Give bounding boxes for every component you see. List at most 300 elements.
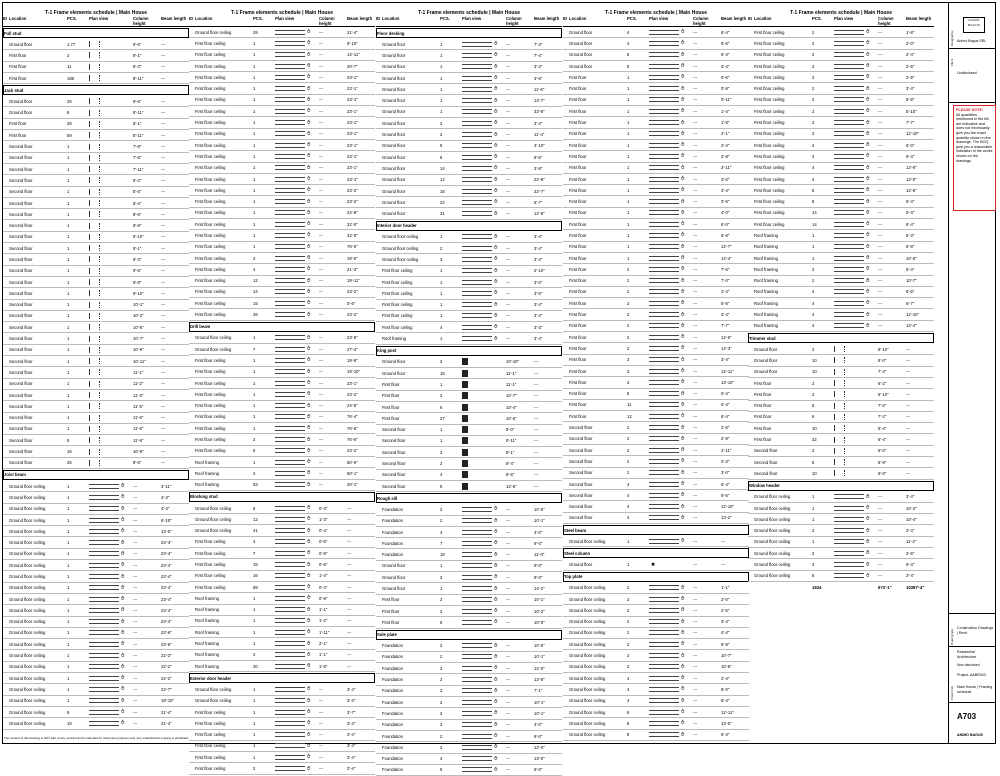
cell-pcs: 6	[812, 414, 815, 420]
cell-plan-view	[89, 110, 133, 116]
cell-location: Ground floor ceiling	[569, 607, 606, 613]
cell-pcs: 4	[812, 176, 815, 182]
cell-plan-view	[89, 392, 133, 398]
cell-column-height: ---	[506, 677, 511, 683]
table-row	[189, 696, 375, 707]
beam-plan-icon	[834, 256, 864, 261]
table-row	[563, 559, 749, 570]
beam-plan-icon	[275, 75, 305, 80]
cell-plan-view	[275, 766, 319, 772]
cell-plan-view	[89, 562, 133, 568]
cell-column-height: ---	[693, 413, 698, 419]
cell-plan-view	[89, 121, 133, 127]
cell-pcs: 1	[67, 302, 70, 308]
cell-pcs: 7	[253, 346, 256, 352]
cell-column-height: ---	[319, 63, 324, 69]
dimension-arrow-icon: ⥀	[494, 562, 498, 569]
cell-plan-view	[275, 312, 319, 318]
table-row	[563, 151, 749, 162]
beam-plan-icon	[462, 756, 492, 761]
header-pcs: PCS.	[440, 16, 450, 21]
table-row	[376, 107, 562, 118]
beam-plan-icon	[275, 641, 305, 646]
cell-beam-length: ---	[347, 663, 352, 669]
cell-column-height: ---	[878, 97, 883, 103]
cell-beam-length: ---	[161, 41, 166, 47]
cell-location: First floor ceiling	[754, 199, 785, 205]
cell-plan-view	[275, 709, 319, 715]
cell-plan-view	[649, 86, 693, 92]
cell-location: Ground floor ceiling	[569, 619, 606, 625]
table-row	[3, 571, 189, 582]
table-row	[189, 309, 375, 320]
beam-plan-icon	[649, 608, 679, 613]
cell-beam-length: ---	[161, 392, 166, 398]
table-row	[563, 501, 749, 512]
table-row	[748, 423, 934, 434]
cell-location: First floor	[569, 97, 587, 103]
beam-plan-icon	[275, 585, 305, 590]
beam-plan-icon	[275, 687, 305, 692]
table-row	[3, 560, 189, 571]
post-plan-icon	[462, 381, 468, 388]
dimension-arrow-icon: ⥀	[681, 221, 685, 228]
dimension-arrow-icon: ⥀	[121, 641, 125, 648]
cell-plan-view	[834, 403, 878, 409]
cell-plan-view	[834, 74, 878, 80]
dimension-arrow-icon: ⥀	[494, 52, 498, 59]
cell-beam-length: 5'-4"	[721, 402, 730, 408]
beam-plan-icon	[89, 676, 119, 681]
cell-beam-length: 8'-4"	[721, 698, 730, 704]
cell-column-height: ---	[506, 132, 511, 138]
cell-pcs: 2	[812, 74, 815, 80]
cell-pcs: 1	[67, 619, 70, 625]
table-row	[3, 605, 189, 616]
cell-column-height: ---	[693, 153, 698, 159]
beam-plan-icon	[649, 459, 679, 464]
cell-beam-length: 6'-0"	[721, 686, 730, 692]
table-row	[563, 673, 749, 684]
cell-plan-view	[275, 470, 319, 476]
cell-column-height: ---	[693, 470, 698, 476]
cell-column-height: 0'-3"	[319, 505, 328, 511]
cell-beam-length: ---	[534, 415, 539, 421]
cell-pcs: 1	[67, 698, 70, 704]
cell-beam-length: 11'-6"	[534, 86, 545, 92]
dimension-arrow-icon: ⥀	[121, 483, 125, 490]
cell-column-height: ---	[133, 494, 138, 500]
cell-beam-length: 9'-0"	[534, 563, 543, 569]
cell-plan-view	[462, 608, 506, 614]
cell-column-height: ---	[506, 608, 511, 614]
dimension-arrow-icon: ⥀	[866, 209, 870, 216]
cell-beam-length: 3'-4"	[534, 120, 543, 126]
cell-pcs: 1	[67, 551, 70, 557]
cell-location: Ground floor ceiling	[382, 256, 419, 262]
table-row	[3, 537, 189, 548]
dimension-arrow-icon: ⥀	[866, 142, 870, 149]
table-row	[3, 153, 189, 164]
table-row	[748, 492, 934, 503]
dimension-arrow-icon: ⥀	[494, 733, 498, 740]
cell-beam-length: ---	[534, 370, 539, 376]
cell-location: Ground floor	[382, 211, 406, 217]
cell-location: Second floor	[569, 470, 593, 476]
cell-beam-length: ---	[161, 177, 166, 183]
dimension-arrow-icon: ⥀	[681, 51, 685, 58]
cell-beam-length: 23'-1"	[347, 108, 358, 114]
cell-pcs: 8	[812, 199, 815, 205]
beam-plan-icon	[649, 165, 679, 170]
cell-pcs: 1	[812, 539, 815, 545]
cell-beam-length: 6'-6"	[721, 40, 730, 46]
cell-location: Ground floor ceiling	[9, 641, 46, 647]
cell-location: Second floor	[9, 336, 33, 342]
cell-plan-view	[649, 153, 693, 159]
cell-plan-view	[462, 279, 506, 285]
cell-beam-length: ---	[347, 607, 352, 613]
cell-plan-view	[275, 244, 319, 250]
cell-pcs: 2	[627, 458, 630, 464]
cell-plan-view	[275, 335, 319, 341]
cell-plan-view	[834, 120, 878, 126]
cell-beam-length: 12'-7"	[721, 244, 732, 250]
beam-plan-icon	[89, 484, 119, 489]
cell-column-height: ---	[693, 720, 698, 726]
table-row	[563, 83, 749, 94]
beam-plan-icon	[649, 585, 679, 590]
table-row	[563, 95, 749, 106]
cell-beam-length: ---	[347, 528, 352, 534]
cell-beam-length: 21'-4"	[161, 720, 172, 726]
cell-location: First floor ceiling	[195, 232, 226, 238]
cell-pcs: 15	[253, 562, 258, 567]
cell-column-height: ---	[133, 574, 138, 579]
cell-pcs: 2	[627, 596, 630, 602]
dimension-arrow-icon: ⥀	[307, 311, 311, 318]
cell-location: First floor	[569, 86, 587, 92]
cell-pcs: 1	[253, 414, 256, 420]
cell-beam-length: 3'-0"	[721, 470, 730, 476]
cell-column-height: ---	[878, 86, 883, 92]
cell-location: First floor ceiling	[195, 40, 226, 46]
dimension-arrow-icon: ⥀	[307, 447, 311, 454]
cell-column-height: ---	[878, 210, 883, 216]
section-header	[189, 322, 375, 332]
section-title: Steel column	[564, 550, 591, 556]
beam-plan-icon	[275, 41, 305, 46]
table-row	[189, 616, 375, 627]
beam-plan-icon	[462, 541, 492, 546]
cell-plan-view	[649, 538, 693, 544]
dimension-arrow-icon: ⥀	[307, 425, 311, 432]
cell-location: First floor ceiling	[382, 313, 413, 319]
dimension-arrow-icon: ⥀	[494, 199, 498, 206]
cell-beam-length: 4'-4"	[721, 630, 730, 636]
cell-location: Roof framing	[195, 470, 219, 476]
table-row	[189, 106, 375, 117]
table-row	[189, 434, 375, 445]
cell-pcs: 4	[812, 142, 815, 148]
cell-plan-view	[89, 720, 133, 726]
cell-column-height: ---	[693, 289, 698, 295]
dimension-arrow-icon: ⥀	[866, 311, 870, 318]
dimension-arrow-icon: ⥀	[866, 164, 870, 171]
cell-column-height: ---	[319, 40, 324, 46]
cell-beam-length: 12'-0"	[534, 744, 545, 750]
cell-column-height: ---	[319, 470, 324, 476]
cell-location: First floor	[569, 266, 587, 272]
beam-plan-icon	[275, 301, 305, 306]
beam-plan-icon	[89, 630, 119, 635]
cell-plan-view	[275, 652, 319, 658]
table-row	[748, 344, 934, 355]
cell-beam-length: ---	[347, 539, 352, 545]
cell-location: First floor	[382, 619, 400, 625]
dimension-arrow-icon: ⥀	[307, 391, 311, 398]
cell-beam-length: 22'-7"	[534, 188, 545, 194]
cell-column-height: ---	[319, 210, 324, 216]
cell-plan-view	[462, 540, 506, 546]
beam-plan-icon	[834, 233, 864, 238]
section-header	[3, 470, 189, 480]
cell-plan-view	[275, 391, 319, 397]
dimension-arrow-icon: ⥀	[307, 176, 311, 182]
cell-location: Second floor	[9, 256, 33, 262]
beam-plan-icon	[834, 75, 864, 80]
beam-plan-icon	[649, 267, 679, 272]
cell-plan-view	[649, 120, 693, 126]
totals-row	[748, 582, 934, 592]
beam-plan-icon	[649, 436, 679, 441]
table-row	[376, 152, 562, 163]
cell-beam-length: ---	[534, 404, 539, 410]
beam-plan-icon	[649, 539, 679, 544]
stud-plan-icon	[89, 279, 100, 285]
cell-location: Foundation	[382, 540, 403, 546]
dimension-arrow-icon: ⥀	[494, 120, 498, 127]
stud-plan-icon	[834, 414, 845, 420]
cell-pcs: 1	[67, 144, 70, 150]
cell-location: First floor	[569, 289, 587, 295]
beam-plan-icon	[462, 132, 492, 137]
stud-plan-icon	[89, 268, 100, 274]
company-logo	[963, 17, 985, 33]
cell-location: Roof framing	[754, 300, 778, 306]
table-row	[563, 594, 749, 605]
dimension-arrow-icon: ⥀	[681, 209, 685, 216]
cell-beam-length: ---	[161, 302, 166, 308]
cell-pcs: 4	[812, 300, 815, 306]
section-title: Full stud	[4, 30, 22, 36]
cell-column-height: 10'-7"	[133, 336, 144, 342]
cell-plan-view	[89, 494, 133, 500]
cell-column-height: ---	[319, 74, 324, 80]
beam-plan-icon	[275, 573, 305, 578]
cell-beam-length: 4'-0"	[534, 722, 543, 728]
beam-plan-icon	[649, 357, 679, 362]
cell-location: Second floor	[9, 460, 33, 466]
beam-plan-icon	[649, 732, 679, 737]
cell-pcs: 1	[253, 754, 256, 760]
dimension-arrow-icon: ⥀	[866, 74, 870, 81]
cell-column-height: ---	[693, 619, 698, 625]
cell-location: Second floor	[569, 447, 593, 453]
cell-pcs: 1.77	[67, 41, 76, 47]
dimension-arrow-icon: ⥀	[307, 300, 311, 307]
cell-column-height: 10'-9"	[133, 449, 144, 455]
table-row	[189, 276, 375, 287]
cell-column-height: ---	[506, 643, 511, 649]
cell-plan-view	[649, 425, 693, 431]
dimension-arrow-icon: ⥀	[121, 686, 125, 693]
cell-pcs: 1	[253, 743, 256, 749]
beam-plan-icon	[834, 517, 864, 522]
cell-location: First floor	[569, 357, 587, 363]
dimension-arrow-icon: ⥀	[307, 742, 311, 749]
dimension-arrow-icon: ⥀	[681, 481, 685, 488]
cell-column-height: 11'-5"	[133, 403, 144, 409]
cell-column-height: ---	[878, 29, 883, 35]
section-title: Steel beam	[564, 527, 587, 533]
cell-beam-length: 13'-7"	[534, 98, 545, 104]
cell-beam-length: 23'-1"	[347, 97, 358, 103]
table-row	[189, 661, 375, 672]
header-plan: Plan view	[275, 16, 295, 21]
dimension-arrow-icon: ⥀	[494, 290, 498, 297]
cell-plan-view	[275, 176, 319, 182]
cell-column-height: ---	[319, 448, 324, 454]
cell-plan-view	[462, 64, 506, 70]
cell-location: Ground floor ceiling	[754, 494, 791, 500]
dimension-arrow-icon: ⥀	[866, 516, 870, 523]
header-plan: Plan view	[89, 16, 109, 21]
table-row	[189, 582, 375, 593]
post-plan-icon	[462, 449, 468, 456]
beam-plan-icon	[275, 755, 305, 760]
cell-plan-view	[649, 210, 693, 216]
table-row	[376, 549, 562, 560]
table-row	[3, 707, 189, 718]
cell-pcs: 3	[253, 255, 256, 261]
cell-pcs: 1	[440, 290, 443, 296]
cell-beam-length: 23'-4"	[161, 540, 172, 546]
cell-location: Second floor	[569, 436, 593, 442]
cell-location: Roof framing	[754, 323, 778, 329]
cell-location: Second floor	[382, 449, 406, 455]
cell-location: First floor ceiling	[195, 108, 226, 114]
cell-pcs: 6	[627, 52, 630, 58]
beam-plan-icon	[275, 347, 305, 352]
cell-column-height: ---	[506, 154, 511, 160]
stud-plan-icon	[89, 381, 100, 387]
cell-column-height: ---	[133, 619, 138, 625]
cell-column-height: ---	[506, 188, 511, 194]
cell-pcs: 2	[440, 574, 443, 580]
table-row	[189, 559, 375, 570]
cell-plan-view	[462, 75, 506, 81]
cell-column-height: ---	[506, 120, 511, 126]
cell-column-height: ---	[319, 142, 324, 148]
cell-location: Ground floor ceiling	[754, 539, 791, 545]
cell-column-height: ---	[693, 63, 698, 69]
cell-location: First floor	[754, 391, 772, 397]
table-row	[3, 356, 189, 367]
cell-plan-view	[834, 165, 878, 171]
cell-pcs: 1	[440, 75, 443, 81]
table-row	[376, 322, 562, 333]
cell-plan-view	[834, 437, 878, 443]
dimension-arrow-icon: ⥀	[681, 96, 685, 103]
header-column: Column height	[319, 16, 335, 26]
cell-column-height: ---	[693, 29, 698, 35]
cell-location: Foundation	[382, 744, 403, 750]
cell-plan-view	[462, 290, 506, 296]
cell-plan-view	[462, 460, 506, 467]
cell-pcs: 1	[253, 97, 256, 103]
dimension-arrow-icon: ⥀	[681, 447, 685, 454]
dimension-arrow-icon: ⥀	[494, 97, 498, 104]
cell-location: First floor ceiling	[195, 199, 226, 205]
cell-column-height: ---	[319, 380, 324, 386]
cell-plan-view	[89, 698, 133, 704]
cell-location: Second floor	[9, 369, 33, 375]
cell-location: First floor ceiling	[754, 165, 785, 171]
cell-plan-view	[834, 448, 878, 454]
cell-column-height: ---	[693, 607, 698, 613]
beam-plan-icon	[462, 700, 492, 705]
cell-pcs: 2	[812, 40, 815, 46]
cell-beam-length: ---	[161, 144, 166, 150]
cell-location: Ground floor ceiling	[9, 709, 46, 715]
cell-location: Ground floor ceiling	[9, 630, 46, 636]
cell-column-height: ---	[319, 425, 324, 431]
beam-plan-icon	[462, 654, 492, 659]
cell-beam-length: 22'-3"	[161, 653, 172, 659]
table-row	[189, 389, 375, 400]
cell-plan-view	[89, 98, 133, 104]
cell-beam-length: ---	[161, 268, 166, 274]
cell-pcs: 1	[253, 176, 256, 182]
cell-column-height: ---	[693, 345, 698, 351]
cell-pcs: 22	[812, 437, 817, 443]
cell-column-height: ---	[319, 153, 324, 159]
cell-beam-length: 10'-0"	[534, 619, 545, 625]
table-row	[3, 390, 189, 401]
table-row	[563, 117, 749, 128]
cell-location: Roof framing	[195, 607, 219, 613]
cell-beam-length: ---	[161, 369, 166, 375]
cell-column-height: ---	[693, 425, 698, 431]
cell-plan-view	[834, 425, 878, 431]
cell-plan-view	[462, 245, 506, 251]
cell-beam-length: 14'-3"	[721, 345, 732, 351]
cell-pcs: 1	[67, 381, 70, 387]
cell-location: First floor	[9, 64, 27, 70]
cell-location: Ground floor ceiling	[569, 664, 606, 670]
dimension-arrow-icon: ⥀	[681, 356, 685, 363]
section-title: Joist beam	[4, 472, 26, 478]
table-row	[3, 266, 189, 277]
stud-plan-icon	[89, 302, 100, 308]
table-row	[189, 27, 375, 38]
beam-plan-icon	[649, 676, 679, 681]
table-row	[3, 696, 189, 707]
dimension-arrow-icon: ⥀	[681, 266, 685, 273]
client-name: Undisclosed	[957, 71, 977, 75]
section-header	[189, 492, 375, 502]
